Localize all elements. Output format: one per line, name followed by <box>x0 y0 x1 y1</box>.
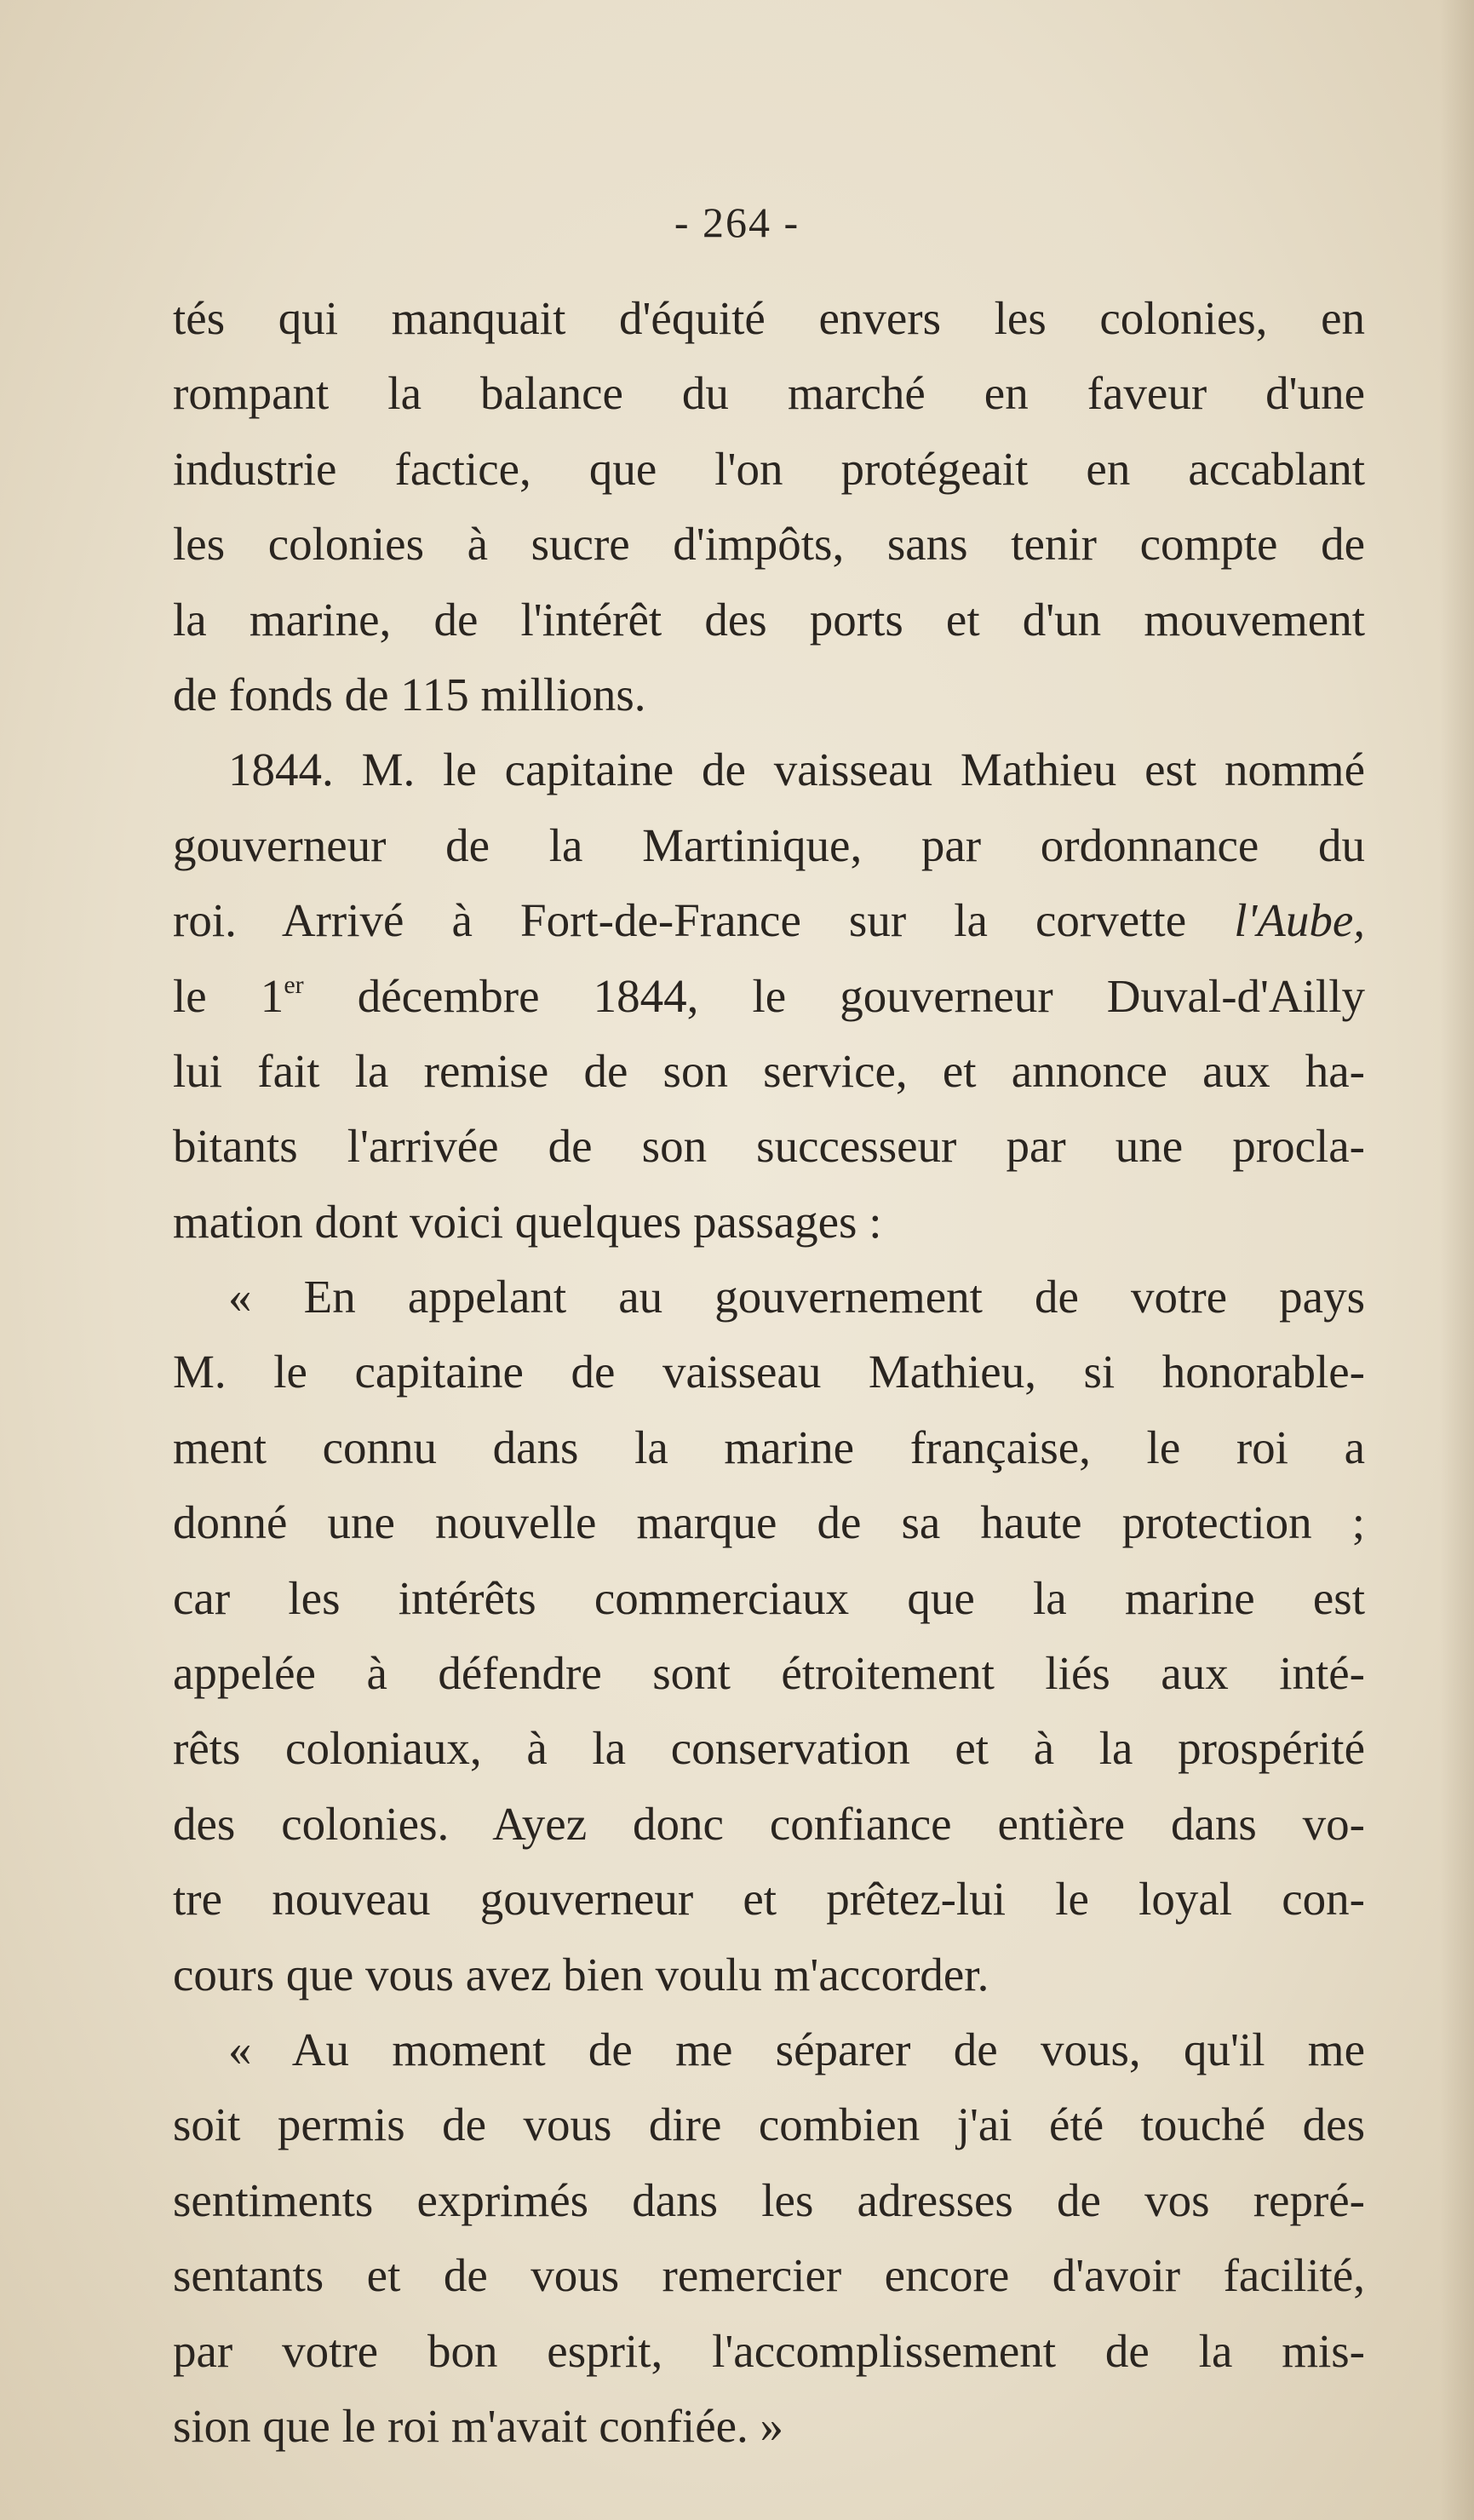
text-line: les colonies à sucre d'impôts, sans tenir compte de <box>173 518 1365 571</box>
body-text <box>173 281 1365 2464</box>
ship-name: l'Aube, <box>1234 894 1366 947</box>
text-line: de fonds de 115 millions. <box>173 668 646 720</box>
text-line: donné une nouvelle marque de sa haute protection ; <box>173 1496 1365 1549</box>
text-line: tre nouveau gouverneur et prêtez-lui le loyal con- <box>173 1873 1365 1926</box>
text-line-with-ship <box>173 883 1365 958</box>
text-line: ment connu dans la marine française, le roi a <box>173 1421 1365 1473</box>
text-line: 1844. M. le capitaine de vaisseau Mathieu est nommé <box>228 743 1365 796</box>
text-segment: le 1 <box>173 969 284 1022</box>
page-edge-shadow <box>1440 0 1474 2520</box>
text-line: rêts coloniaux, à la conservation et à la prospérité <box>173 1722 1365 1775</box>
page-number: - 264 - <box>674 198 800 246</box>
text-line: sentants et de vous remercier encore d'avoir facilité, <box>173 2249 1365 2302</box>
text-line: lui fait la remise de son service, et annonce aux ha- <box>173 1044 1365 1097</box>
text-line: sion que le roi m'avait confiée. » <box>173 2399 784 2452</box>
text-line: bitants l'arrivée de son successeur par une procla- <box>173 1120 1365 1173</box>
text-line: car les intérêts commerciaux que la marine est <box>173 1571 1365 1624</box>
text-line: cours que vous avez bien voulu m'accorder. <box>173 1948 989 2001</box>
text-line: sentiments exprimés dans les adresses de vos repré- <box>173 2173 1365 2226</box>
text-line: rompant la balance du marché en faveur d'une <box>173 367 1365 420</box>
text-line: gouverneur de la Martinique, par ordonnance du <box>173 818 1365 871</box>
text-line: la marine, de l'intérêt des ports et d'un mouvement <box>173 593 1365 646</box>
text-line: « Au moment de me séparer de vous, qu'il me <box>228 2023 1365 2075</box>
text-line: mation dont voici quelques passages : <box>173 1195 882 1248</box>
text-line: « En appelant au gouvernement de votre pays <box>228 1271 1365 1323</box>
text-line: par votre bon esprit, l'accomplissement de la mis- <box>173 2324 1365 2377</box>
text-segment: roi. Arrivé à Fort-de-France sur la corvette <box>173 894 1187 947</box>
text-line-with-date <box>173 959 1365 1034</box>
superscript-er: er <box>284 970 304 999</box>
text-line: industrie factice, que l'on protégeait en accablant <box>173 442 1365 495</box>
text-line: tés qui manquait d'équité envers les colonies, en <box>173 292 1365 344</box>
text-line: appelée à défendre sont étroitement liés aux inté- <box>173 1647 1365 1700</box>
text-segment: décembre 1844, le gouverneur Duval-d'Ailly <box>357 969 1365 1022</box>
text-line: M. le capitaine de vaisseau Mathieu, si honorable- <box>173 1346 1365 1398</box>
text-line: des colonies. Ayez donc confiance entière dans vo- <box>173 1797 1365 1850</box>
text-line: soit permis de vous dire combien j'ai été touché des <box>173 2098 1365 2151</box>
